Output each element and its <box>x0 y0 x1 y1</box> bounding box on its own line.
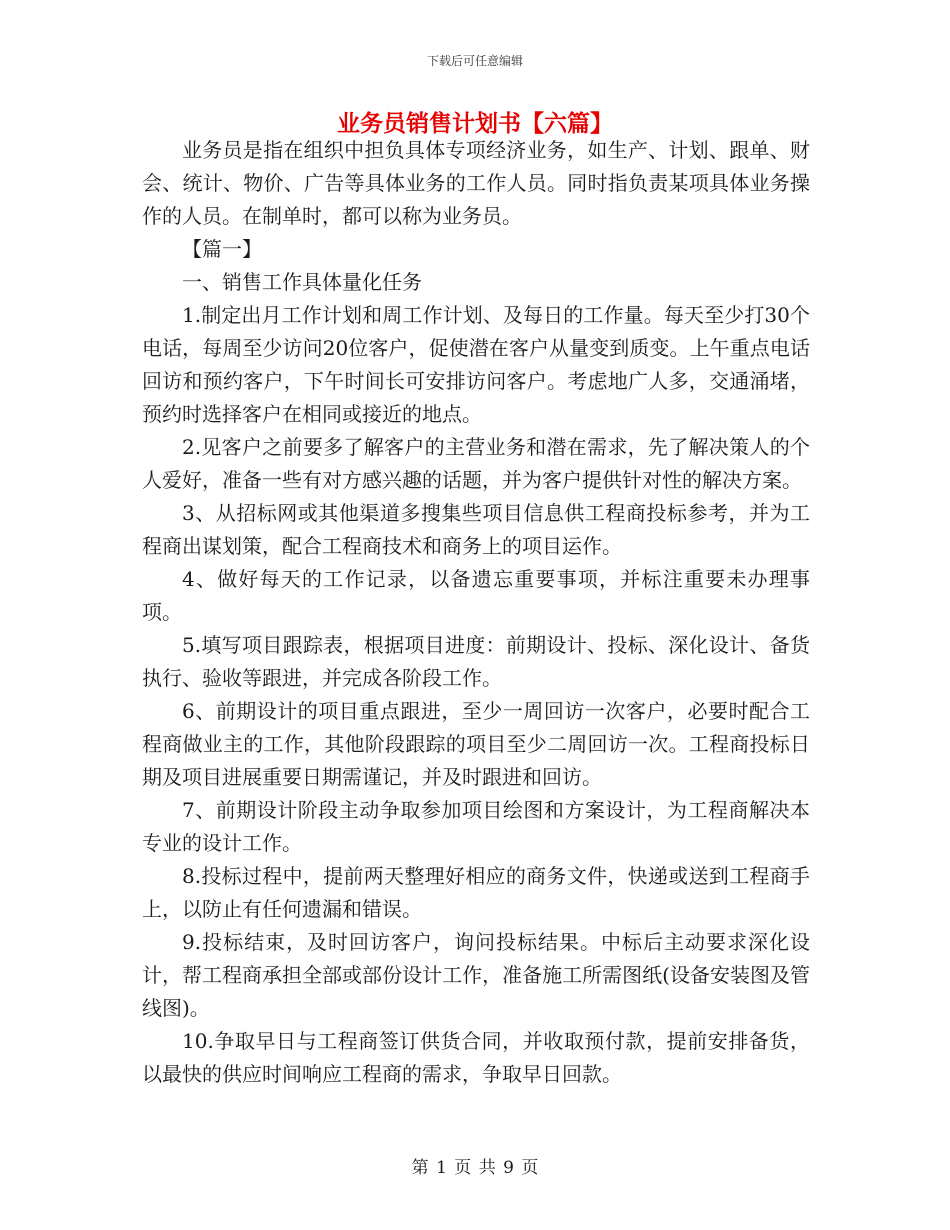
section-heading: 【篇一】 <box>182 237 262 261</box>
list-item: 5.填写项目跟踪表，根据项目进度：前期设计、投标、深化设计、备货执行、验收等跟进，并完成各阶段工作。 <box>142 633 810 690</box>
list-item: 6、前期设计的项目重点跟进，至少一周回访一次客户，必要时配合工程商做业主的工作，其他阶段跟踪的项目至少二周回访一次。工程商投标日期及项目进展重要日期需谨记，并及时跟进和回访。 <box>142 699 810 789</box>
list-item: 9.投标结束，及时回访客户，询问投标结果。中标后主动要求深化设计，帮工程商承担全部或部份设计工作，准备施工所需图纸(设备安装图及管线图)。 <box>142 930 810 1020</box>
document-title: 业务员销售计划书【六篇】 <box>337 110 613 137</box>
intro-paragraph: 业务员是指在组织中担负具体专项经济业务，如生产、计划、跟单、财会、统计、物价、广告等具体业务的工作人员。同时指负责某项具体业务操作的人员。在制单时，都可以称为业务员。 <box>142 138 810 228</box>
page-number: 第 1 页 共 9 页 <box>411 1158 539 1178</box>
document-body <box>142 134 810 1091</box>
header-note: 下载后可任意编辑 <box>426 54 523 68</box>
list-item: 10.争取早日与工程商签订供货合同，并收取预付款，提前安排备货，以最快的供应时间响应工程商的需求，争取早日回款。 <box>142 1029 810 1086</box>
list-item: 8.投标过程中，提前两天整理好相应的商务文件，快递或送到工程商手上，以防止有任何遗漏和错误。 <box>142 864 810 921</box>
list-item: 4、做好每天的工作记录，以备遗忘重要事项，并标注重要未办理事项。 <box>142 567 810 624</box>
list-item: 3、从招标网或其他渠道多搜集些项目信息供工程商投标参考，并为工程商出谋划策，配合工程商技术和商务上的项目运作。 <box>142 501 810 558</box>
subsection-heading: 一、销售工作具体量化任务 <box>182 270 422 294</box>
list-item: 2.见客户之前要多了解客户的主营业务和潜在需求，先了解决策人的个人爱好，准备一些有对方感兴趣的话题，并为客户提供针对性的解决方案。 <box>142 435 810 492</box>
list-item: 7、前期设计阶段主动争取参加项目绘图和方案设计，为工程商解决本专业的设计工作。 <box>142 798 810 855</box>
list-item: 1.制定出月工作计划和周工作计划、及每日的工作量。每天至少打30个电话，每周至少访问20位客户，促使潜在客户从量变到质变。上午重点电话回访和预约客户，下午时间长可安排访问客户。考虑地广人多，交通涌堵，预约时选择客户在相同或接近的地点。 <box>142 303 810 426</box>
